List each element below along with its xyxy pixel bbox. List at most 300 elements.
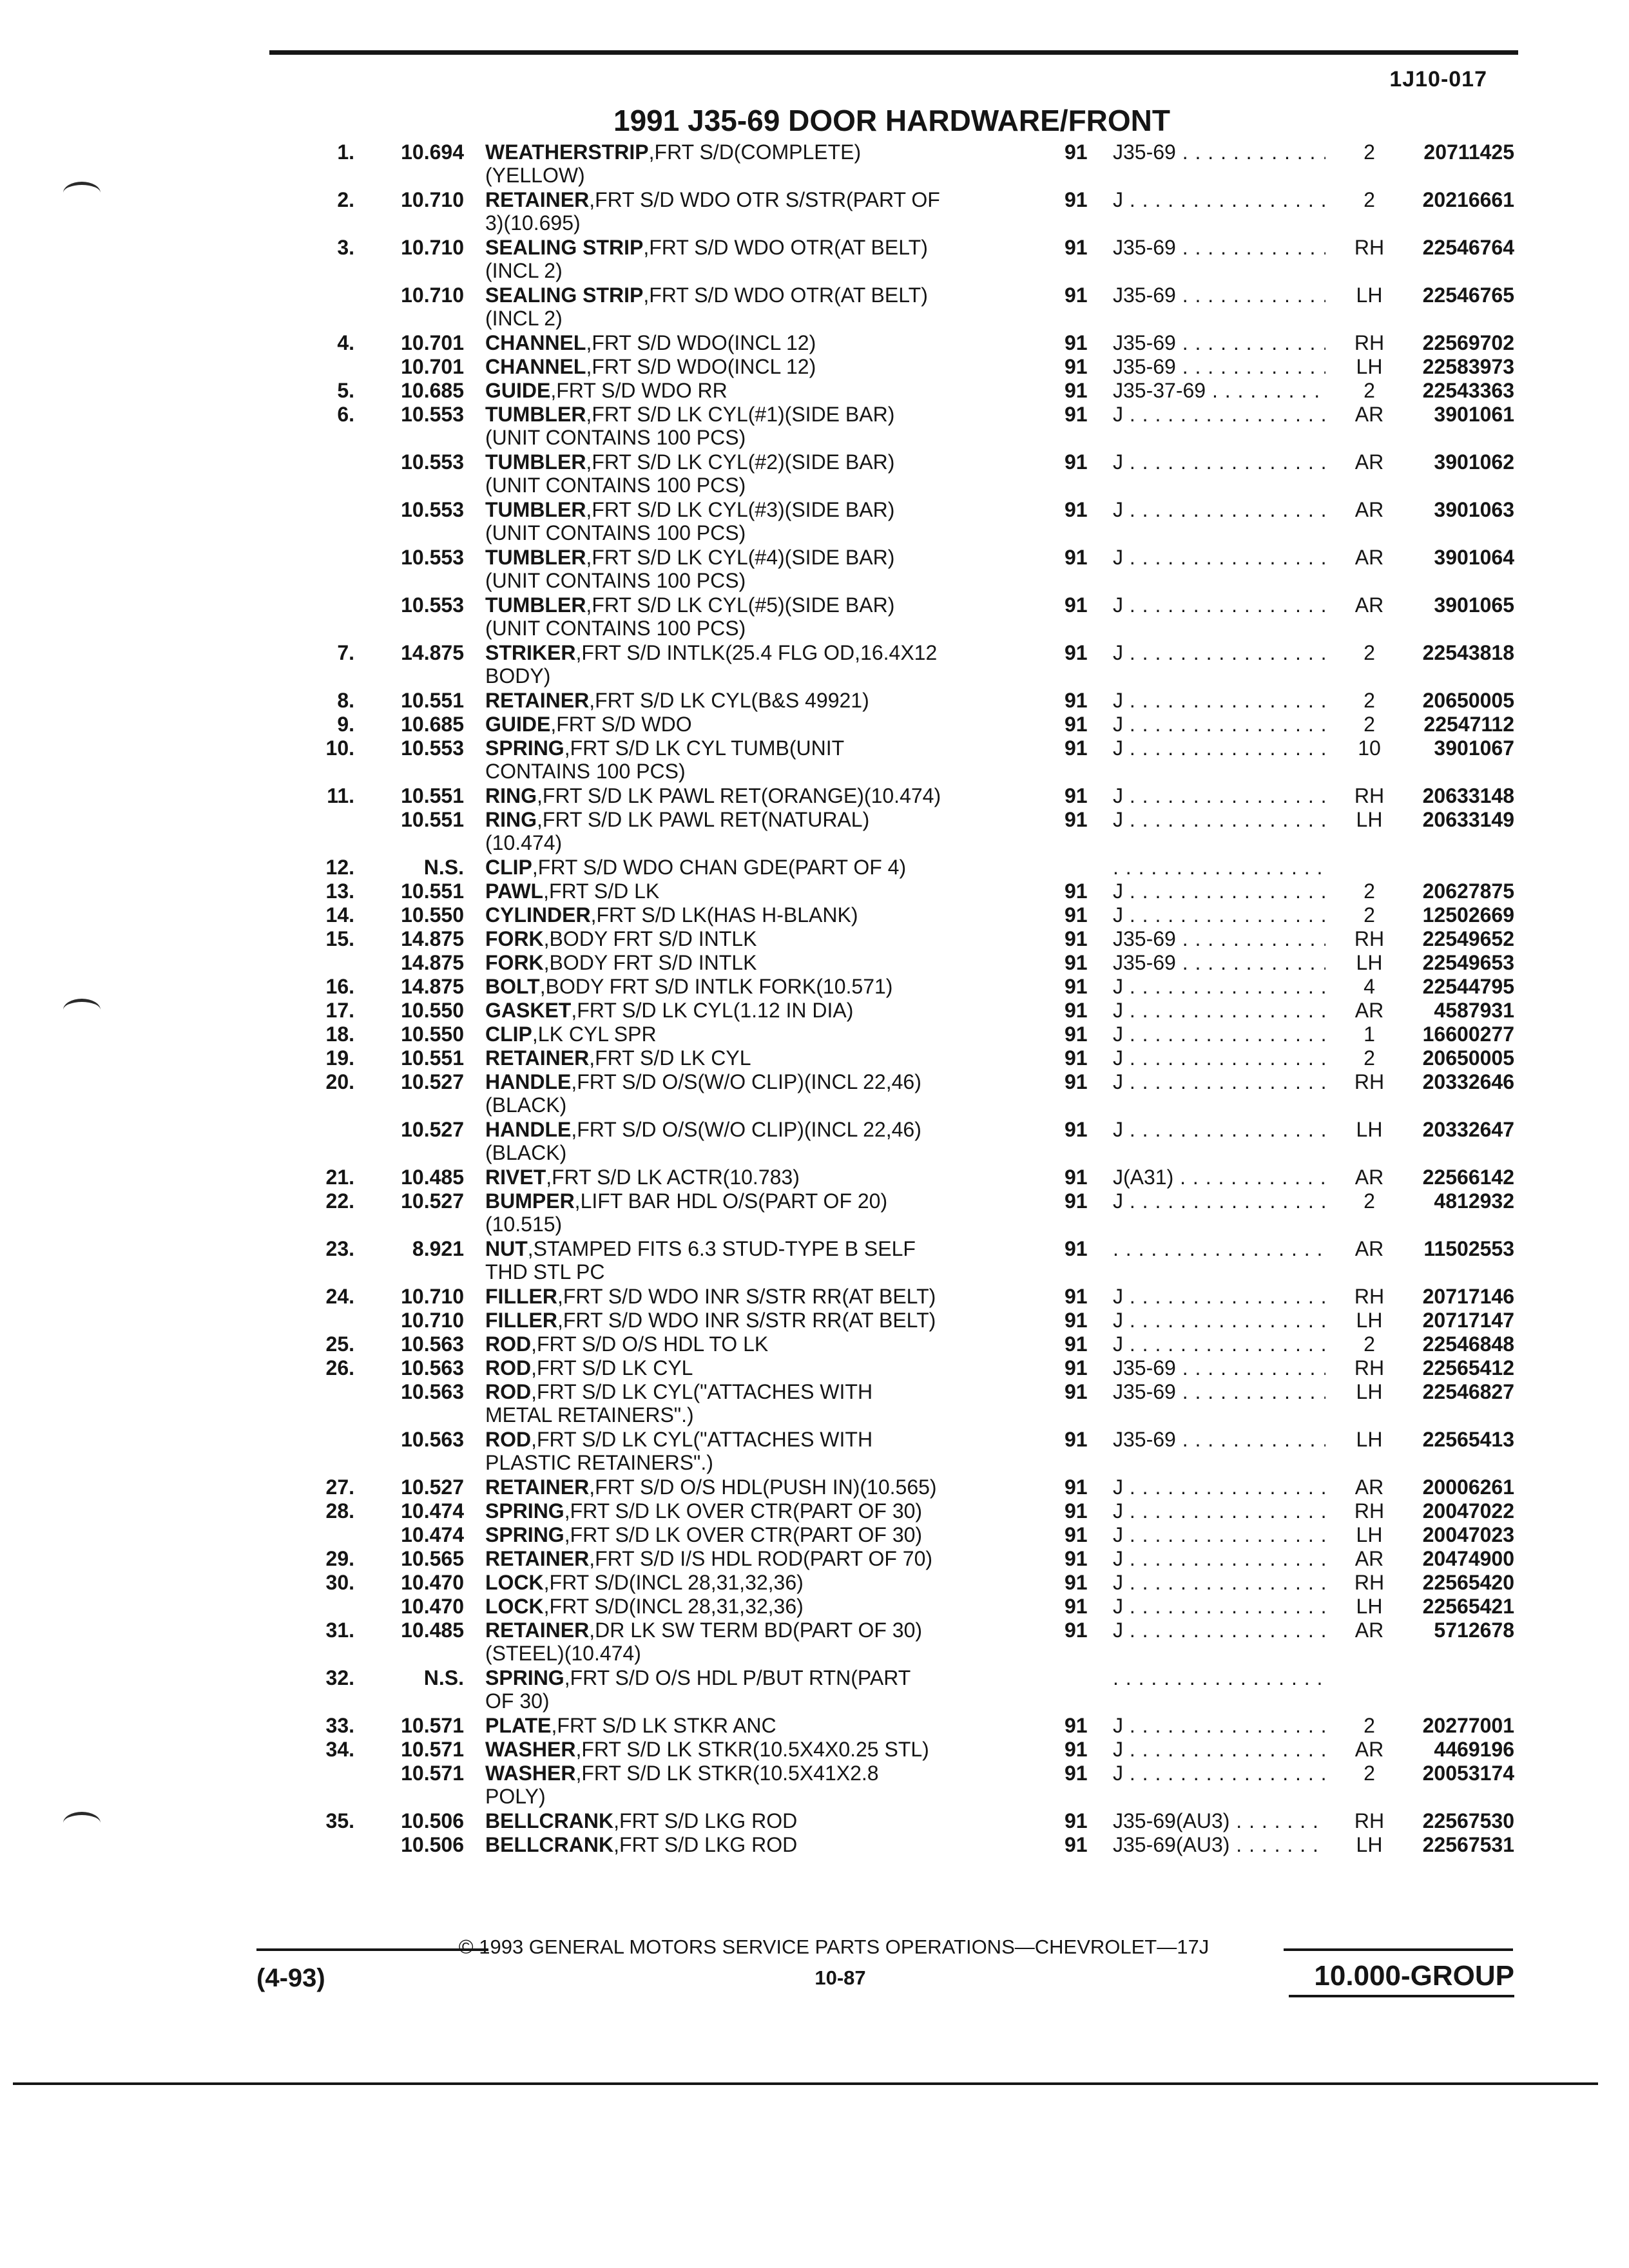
quantity: LH [1356,808,1383,831]
table-row [0,1166,1629,1189]
part-number: 22565420 [1422,1571,1514,1594]
quantity: 10 [1358,736,1381,760]
part-name: TUMBLER [485,403,586,426]
model-year: 91 [1065,903,1088,927]
part-description: ,FRT S/D LK OVER CTR(PART OF 30) [564,1499,923,1523]
description [485,999,1039,1022]
description [485,403,1039,449]
item-number: 25. [325,1332,354,1356]
part-name: HANDLE [485,1070,572,1093]
part-name: RIVET [485,1166,546,1189]
group-number: 10.710 [401,236,464,259]
part-number: 12502669 [1422,903,1514,927]
part-name: GASKET [485,999,572,1022]
part-description: ,FRT S/D LK(HAS H-BLANK) [590,903,858,927]
table-row [0,689,1629,713]
description [485,975,1039,998]
part-number: 20277001 [1422,1714,1514,1737]
part-name: RETAINER [485,188,590,211]
item-number: 32. [325,1666,354,1689]
model-code: J35-69 . . . [1113,927,1325,950]
part-number: 20627875 [1422,879,1514,903]
table-row [0,593,1629,641]
part-number: 3901065 [1434,593,1514,617]
table-row [0,1714,1629,1738]
quantity: 2 [1364,713,1375,736]
quantity: LH [1356,1523,1383,1546]
model-year: 91 [1065,1309,1088,1332]
group-number: 10.551 [401,784,464,807]
description-continued: (BLACK) [485,1141,567,1164]
part-number: 3901063 [1434,498,1514,521]
part-name: FORK [485,951,544,974]
model-code: J35-69 . . . [1113,284,1325,307]
model-year: 91 [1065,1619,1088,1642]
part-name: WEATHERSTRIP [485,140,649,164]
group-number: 14.875 [401,927,464,950]
description [485,1547,1039,1570]
item-number: 28. [325,1499,354,1523]
part-number: 22566142 [1422,1166,1514,1189]
model-year: 91 [1065,999,1088,1022]
part-description: ,FRT S/D LK CYL(#4)(SIDE BAR) [586,546,895,569]
quantity: RH [1354,236,1385,259]
part-name: SPRING [485,1666,564,1689]
part-description: ,FRT S/D O/S HDL(PUSH IN)(10.565) [589,1475,937,1499]
model-code: J . . . [1113,1070,1325,1093]
description [485,379,1039,402]
group-number: 10.506 [401,1809,464,1832]
group-number: 10.553 [401,498,464,521]
description [485,1762,1039,1808]
part-description: ,BODY FRT S/D INTLK FORK(10.571) [539,975,893,998]
model-year: 91 [1065,498,1088,521]
description [485,856,1039,879]
model-year: 91 [1065,1499,1088,1523]
model-code: J35-69 . . . [1113,355,1325,378]
quantity: AR [1354,1237,1384,1260]
part-name: HANDLE [485,1118,572,1141]
part-description: ,FRT S/D LKG ROD [613,1809,798,1832]
model-code: J35-69 . . . [1113,1428,1325,1451]
description [485,1738,1039,1761]
table-row [0,1118,1629,1166]
part-number: 22543363 [1422,379,1514,402]
description-continued: (UNIT CONTAINS 100 PCS) [485,521,746,544]
model-code: J . . . [1113,903,1325,927]
part-name: LOCK [485,1595,544,1618]
group-number: 10.571 [401,1738,464,1761]
description-continued: CONTAINS 100 PCS) [485,760,686,783]
description [485,1166,1039,1189]
part-number: 20650005 [1422,1046,1514,1070]
part-description: ,FRT S/D LK STKR ANC [551,1714,776,1737]
part-number: 22546827 [1422,1380,1514,1403]
description [485,546,1039,592]
model-year: 91 [1065,188,1088,211]
model-year: 91 [1065,1714,1088,1737]
model-code: J . . . [1113,975,1325,998]
group-number: 10.701 [401,355,464,378]
part-description: ,FRT S/D WDO INR S/STR RR(AT BELT) [557,1285,936,1308]
model-year: 91 [1065,1738,1088,1761]
part-number: 22565412 [1422,1356,1514,1379]
part-number: 22547112 [1423,713,1514,736]
group-number: 10.710 [401,1309,464,1332]
part-description: ,FRT S/D LK CYL("ATTACHES WITH [531,1428,873,1451]
group-number: 10.551 [401,808,464,831]
part-name: TUMBLER [485,593,586,617]
item-number: 34. [325,1738,354,1761]
table-row [0,1833,1629,1857]
model-year: 91 [1065,736,1088,760]
table-row [0,403,1629,450]
quantity: LH [1356,1428,1383,1451]
model-year: 91 [1065,1380,1088,1403]
description [485,1666,1039,1713]
quantity: RH [1354,1499,1385,1523]
quantity: AR [1354,1619,1384,1642]
model-year: 91 [1065,546,1088,569]
model-year: 91 [1065,689,1088,712]
table-row [0,1571,1629,1595]
table-row [0,450,1629,498]
part-number: 22569702 [1422,331,1514,354]
description-continued: (INCL 2) [485,307,563,330]
model-year: 91 [1065,1595,1088,1618]
table-row [0,1619,1629,1666]
quantity: LH [1356,284,1383,307]
model-code: J . . . [1113,1118,1325,1141]
quantity: RH [1354,927,1385,950]
part-number: 20711425 [1423,140,1514,164]
table-row [0,1666,1629,1714]
part-description: ,FRT S/D LK CYL("ATTACHES WITH [531,1380,873,1403]
part-description: ,FRT S/D O/S(W/O CLIP)(INCL 22,46) [571,1118,921,1141]
part-number: 22565421 [1422,1595,1514,1618]
model-year: 91 [1065,1833,1088,1856]
table-row [0,1738,1629,1762]
part-number: 22549652 [1422,927,1514,950]
part-description: ,FRT S/D WDO OTR(AT BELT) [643,284,928,307]
part-name: BELLCRANK [485,1809,614,1832]
group-number: 10.470 [401,1571,464,1594]
description [485,1833,1039,1856]
description-continued: (10.515) [485,1213,563,1236]
table-row [0,856,1629,879]
group-number: 10.685 [401,713,464,736]
model-code [1113,856,1325,879]
part-description: ,FRT S/D LK CYL TUMB(UNIT [564,736,845,760]
part-number: 3901061 [1434,403,1514,426]
model-code: J35-69(AU3) . . . [1113,1809,1325,1832]
table-row [0,951,1629,975]
quantity: 2 [1364,689,1375,712]
quantity: LH [1356,1380,1383,1403]
group-number: 14.875 [401,641,464,664]
model-code: J . . . [1113,1499,1325,1523]
part-description: ,FRT S/D LK CYL(#1)(SIDE BAR) [586,403,895,426]
part-name: STRIKER [485,641,576,664]
table-row [0,713,1629,736]
model-year: 91 [1065,1023,1088,1046]
part-number: 20474900 [1422,1547,1514,1570]
model-code: J35-69 . . . [1113,951,1325,974]
item-number: 29. [325,1547,354,1570]
item-number: 10. [325,736,354,760]
group-number: 10.710 [401,284,464,307]
model-code: J(A31) . . . [1113,1166,1325,1189]
table-row [0,1189,1629,1237]
part-description: ,FRT S/D LK CYL [531,1356,693,1379]
table-row [0,331,1629,355]
part-number: 20053174 [1422,1762,1514,1785]
quantity: LH [1356,1309,1383,1332]
description-continued: POLY) [485,1785,546,1808]
model-code: J35-37-69 . . . [1113,379,1325,402]
part-description: ,FRT S/D(INCL 28,31,32,36) [543,1571,804,1594]
description [485,1332,1039,1356]
part-description: ,BODY FRT S/D INTLK [543,951,757,974]
model-year: 91 [1065,879,1088,903]
part-number: 5712678 [1434,1619,1514,1642]
part-name: BUMPER [485,1189,575,1213]
quantity: AR [1354,1547,1384,1570]
part-number: 3901064 [1434,546,1514,569]
group-number: 10.571 [401,1762,464,1785]
item-number: 23. [325,1237,354,1260]
part-description: ,FRT S/D WDO(INCL 12) [586,331,816,354]
footer-page-number: 10-87 [815,1966,866,1989]
item-number: 7. [337,641,354,664]
part-number: 22565413 [1422,1428,1514,1451]
item-number: 15. [325,927,354,950]
model-year: 91 [1065,1046,1088,1070]
item-number: 2. [337,188,354,211]
part-description: ,FRT S/D LK CYL(#2)(SIDE BAR) [586,450,895,474]
model-code: J . . . [1113,1762,1325,1785]
part-description: ,FRT S/D LK STKR(10.5X41X2.8 [575,1762,879,1785]
part-description: ,FRT S/D LK PAWL RET(NATURAL) [537,808,870,831]
model-year: 91 [1065,1189,1088,1213]
model-year: 91 [1065,1571,1088,1594]
description-continued: (INCL 2) [485,259,563,282]
group-number: 10.563 [401,1380,464,1403]
description-continued: PLASTIC RETAINERS".) [485,1451,713,1474]
quantity: AR [1354,1166,1384,1189]
model-code: J35-69(AU3) . . . [1113,1833,1325,1856]
quantity: 2 [1364,140,1375,164]
item-number: 24. [325,1285,354,1308]
model-code: J35-69 . . . [1113,1380,1325,1403]
group-number: 10.563 [401,1356,464,1379]
quantity: LH [1356,355,1383,378]
part-description: ,FRT S/D LK CYL(B&S 49921) [589,689,869,712]
model-code: J . . . [1113,1738,1325,1761]
table-row [0,975,1629,999]
model-year: 91 [1065,808,1088,831]
model-year: 91 [1065,1332,1088,1356]
part-name: RETAINER [485,689,590,712]
quantity: AR [1354,593,1384,617]
description-continued: (UNIT CONTAINS 100 PCS) [485,426,746,449]
part-name: CYLINDER [485,903,591,927]
model-code: J . . . [1113,1309,1325,1332]
item-number: 30. [325,1571,354,1594]
table-row [0,999,1629,1023]
group-number: 10.701 [401,331,464,354]
part-name: ROD [485,1356,532,1379]
quantity: RH [1354,331,1385,354]
part-name: TUMBLER [485,498,586,521]
model-code: J . . . [1113,1595,1325,1618]
description [485,1475,1039,1499]
description-continued: OF 30) [485,1689,550,1713]
part-description: ,FRT S/D LK [543,879,660,903]
item-number: 11. [327,784,354,807]
part-number: 3901067 [1434,736,1514,760]
item-number: 22. [325,1189,354,1213]
description [485,784,1039,807]
description-continued: (BLACK) [485,1093,567,1117]
item-number: 31. [325,1619,354,1642]
model-year: 91 [1065,927,1088,950]
group-number: 8.921 [412,1237,464,1260]
part-number: 22546764 [1422,236,1514,259]
model-year: 91 [1065,331,1088,354]
group-number: 10.710 [401,1285,464,1308]
description [485,284,1039,330]
item-number: 33. [325,1714,354,1737]
part-name: CHANNEL [485,331,586,354]
page-title: 1991 J35-69 DOOR HARDWARE/FRONT [613,104,1170,137]
description [485,1285,1039,1308]
part-number: 22546765 [1422,284,1514,307]
part-description: ,FRT S/D LKG ROD [613,1833,798,1856]
part-description: ,FRT S/D O/S HDL P/BUT RTN(PART [564,1666,911,1689]
group-number: N.S. [423,1666,464,1689]
description-continued: (10.474) [485,831,563,854]
model-year: 91 [1065,1523,1088,1546]
part-description: ,FRT S/D WDO OTR S/STR(PART OF [589,188,940,211]
table-row [0,784,1629,808]
table-row [0,1046,1629,1070]
description [485,1070,1039,1117]
table-row [0,808,1629,856]
description-continued: 3)(10.695) [485,211,581,235]
model-code: J . . . [1113,1714,1325,1737]
quantity: 2 [1364,188,1375,211]
description [485,1189,1039,1236]
model-year: 91 [1065,379,1088,402]
description [485,713,1039,736]
description [485,1714,1039,1737]
footer-date: (4-93) [256,1964,325,1992]
part-name: SEALING STRIP [485,284,644,307]
group-number: 10.506 [401,1833,464,1856]
model-code: J . . . [1113,999,1325,1022]
quantity: AR [1354,1738,1384,1761]
description [485,1380,1039,1427]
description [485,808,1039,854]
quantity: 2 [1364,879,1375,903]
parts-list [0,140,1629,1857]
model-code: J . . . [1113,1332,1325,1356]
group-number: 10.470 [401,1595,464,1618]
part-name: FILLER [485,1309,557,1332]
part-name: GUIDE [485,713,551,736]
model-code: J . . . [1113,1023,1325,1046]
part-number: 20650005 [1422,689,1514,712]
model-code: J . . . [1113,498,1325,521]
model-code: J . . . [1113,736,1325,760]
part-name: WASHER [485,1762,576,1785]
group-number: 10.563 [401,1428,464,1451]
part-name: FORK [485,927,544,950]
part-description: ,FRT S/D O/S HDL TO LK [531,1332,769,1356]
part-name: ROD [485,1332,532,1356]
group-number: 10.553 [401,593,464,617]
description-continued: (YELLOW) [485,164,585,187]
model-year: 91 [1065,641,1088,664]
model-year: 91 [1065,951,1088,974]
group-number: 10.527 [401,1070,464,1093]
group-number: 10.553 [401,546,464,569]
table-row [0,140,1629,188]
quantity: RH [1354,1356,1385,1379]
part-name: BELLCRANK [485,1833,614,1856]
part-description: ,FRT S/D LK CYL(1.12 IN DIA) [571,999,854,1022]
quantity: 2 [1364,1332,1375,1356]
table-row [0,927,1629,951]
group-number: 10.527 [401,1475,464,1499]
item-number: 8. [337,689,354,712]
item-number: 21. [325,1166,354,1189]
description-continued: BODY) [485,664,551,687]
part-description: ,LK CYL SPR [532,1023,657,1046]
part-number: 20633149 [1422,808,1514,831]
table-row [0,1595,1629,1619]
part-name: CLIP [485,1023,532,1046]
description-continued: METAL RETAINERS".) [485,1403,694,1427]
part-name: BOLT [485,975,540,998]
group-number: 10.553 [401,403,464,426]
quantity: LH [1356,1595,1383,1618]
table-row [0,1070,1629,1118]
quantity: LH [1356,1833,1383,1856]
part-name: PLATE [485,1714,552,1737]
footer-copyright: © 1993 GENERAL MOTORS SERVICE PARTS OPERATIONS—CHEVROLET—17J [458,1936,1210,1958]
part-name: CHANNEL [485,355,586,378]
part-description: ,FRT S/D LK STKR(10.5X4X0.25 STL) [575,1738,929,1761]
part-name: SPRING [485,736,564,760]
model-year: 91 [1065,355,1088,378]
description-continued: THD STL PC [485,1260,605,1283]
quantity: LH [1356,951,1383,974]
description-continued: (UNIT CONTAINS 100 PCS) [485,617,746,640]
model-year: 91 [1065,1356,1088,1379]
description [485,1428,1039,1474]
item-number: 14. [325,903,354,927]
model-code: J35-69 . . . [1113,1356,1325,1379]
model-year: 91 [1065,1166,1088,1189]
part-description: ,FRT S/D WDO OTR(AT BELT) [643,236,928,259]
part-number: 16600277 [1422,1023,1514,1046]
model-code: J35-69 . . . [1113,236,1325,259]
part-number: 20633148 [1422,784,1514,807]
part-number: 20216661 [1422,188,1514,211]
part-number: 4812932 [1434,1189,1514,1213]
